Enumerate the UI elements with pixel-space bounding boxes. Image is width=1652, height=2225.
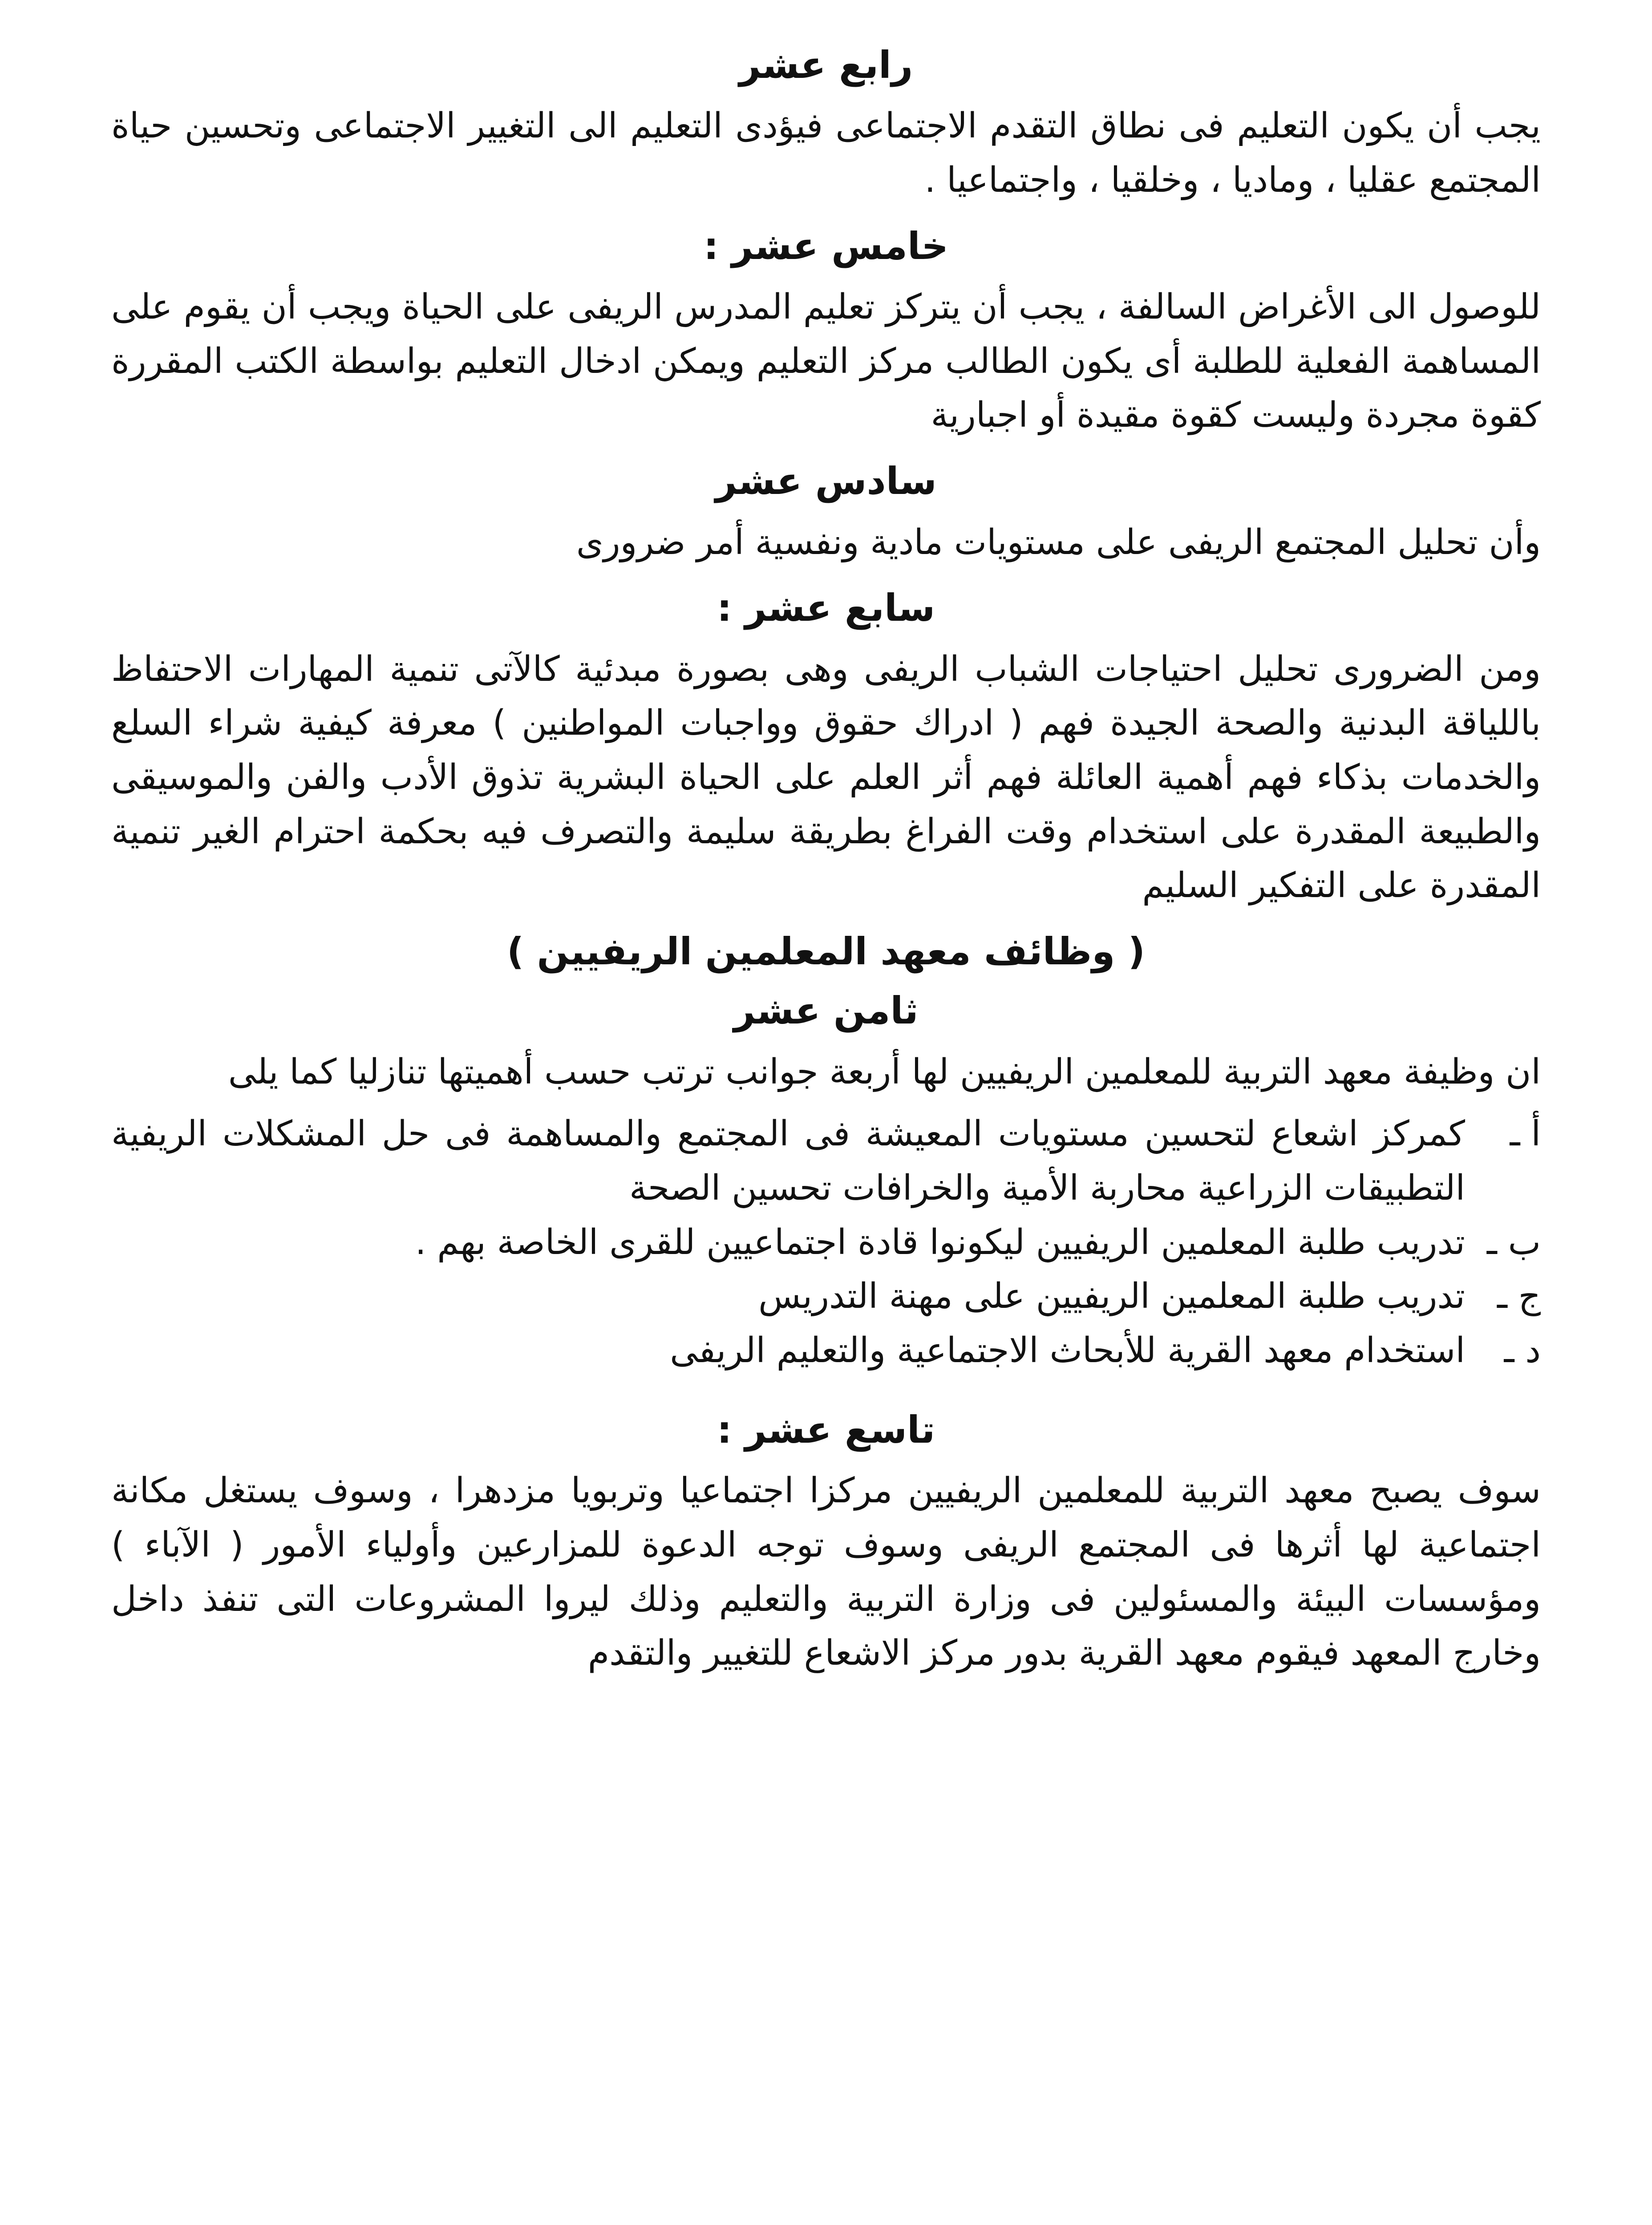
list-item — [111, 1270, 1541, 1324]
paragraph-s15: للوصول الى الأغراض السالفة ، يجب أن يتركز تعليم المدرس الريفى على الحياة ويجب أن يقوم على المساهمة الفعلية للطلبة أى يكون الطالب مركز التعليم ويمكن ادخال التعليم بواسطة الكتب المقررة كقوة مجردة وليست كقوة مقيدة أو اجبارية — [111, 287, 1541, 436]
list-item — [111, 1216, 1541, 1270]
functions-list — [111, 1107, 1541, 1378]
list-marker: أ ـ — [1510, 1114, 1541, 1154]
paragraph-s17: ومن الضرورى تحليل احتياجات الشباب الريفى وهى بصورة مبدئية كالآتى تنمية المهارات الاحتفاظ باللياقة البدنية والصحة الجيدة فهم ( ادراك حقوق وواجبات المواطنين ) معرفة كيفية شراء السلع والخدمات بذكاء فهم أهمية العائلة فهم أثر العلم على الحياة البشرية تذوق الأدب والفن والموسيقى والطبيعة المقدرة على استخدام وقت الفراغ بطريقة سليمة والتصرف فيه بحكمة احترام الغير تنمية المقدرة على التفكير السليم — [111, 649, 1541, 906]
section-title-functions: ( وظائف معهد المعلمين الريفيين ) — [506, 929, 1146, 973]
paragraph-s19: سوف يصبح معهد التربية للمعلمين الريفيين مركزا اجتماعيا وتربويا مزدهرا ، وسوف يستغل مكانة اجتماعية لها أثرها فى المجتمع الريفى وسوف توجه الدعوة للمزارعين وأولياء الأمور ( الآباء ) ومؤسسات البيئة والمسئولين فى وزارة التربية والتعليم وذلك ليروا المشروعات التى تنفذ داخل وخارج المعهد فيقوم معهد القرية بدور مركز الاشعاع للتغيير والتقدم — [111, 1471, 1541, 1674]
list-marker: د ـ — [1504, 1331, 1541, 1371]
list-marker: ج ـ — [1497, 1276, 1541, 1317]
heading-s16: سادس عشر — [715, 459, 937, 503]
heading-s19: تاسع عشر : — [717, 1408, 935, 1452]
heading-s14: رابع عشر — [739, 43, 913, 87]
list-item-text: تدريب طلبة المعلمين الريفيين ليكونوا قادة اجتماعيين للقرى الخاصة بهم . — [415, 1222, 1465, 1262]
list-item-text: استخدام معهد القرية للأبحاث الاجتماعية والتعليم الريفى — [670, 1331, 1465, 1371]
list-item-text: كمركز اشعاع لتحسين مستويات المعيشة فى المجتمع والمساهمة فى حل المشكلات الريفية التطبيقات الزراعية محاربة الأمية والخرافات تحسين الصحة — [111, 1114, 1465, 1209]
heading-s15: خامس عشر : — [703, 224, 949, 268]
heading-s18: ثامن عشر — [733, 989, 919, 1033]
paragraph-s18-intro: ان وظيفة معهد التربية للمعلمين الريفيين لها أربعة جوانب ترتب حسب أهميتها تنازليا كما يلى — [228, 1052, 1541, 1092]
list-item — [111, 1107, 1541, 1215]
list-item-text: تدريب طلبة المعلمين الريفيين على مهنة التدريس — [758, 1276, 1465, 1317]
paragraph-s14: يجب أن يكون التعليم فى نطاق التقدم الاجتماعى فيؤدى التعليم الى التغيير الاجتماعى وتحسين حياة المجتمع عقليا ، وماديا ، وخلقيا ، واجتماعيا . — [111, 106, 1541, 201]
paragraph-s16: وأن تحليل المجتمع الريفى على مستويات مادية ونفسية أمر ضرورى — [576, 522, 1541, 562]
list-marker: ب ـ — [1486, 1222, 1541, 1262]
heading-s17: سابع عشر : — [717, 586, 935, 630]
list-item — [111, 1324, 1541, 1378]
